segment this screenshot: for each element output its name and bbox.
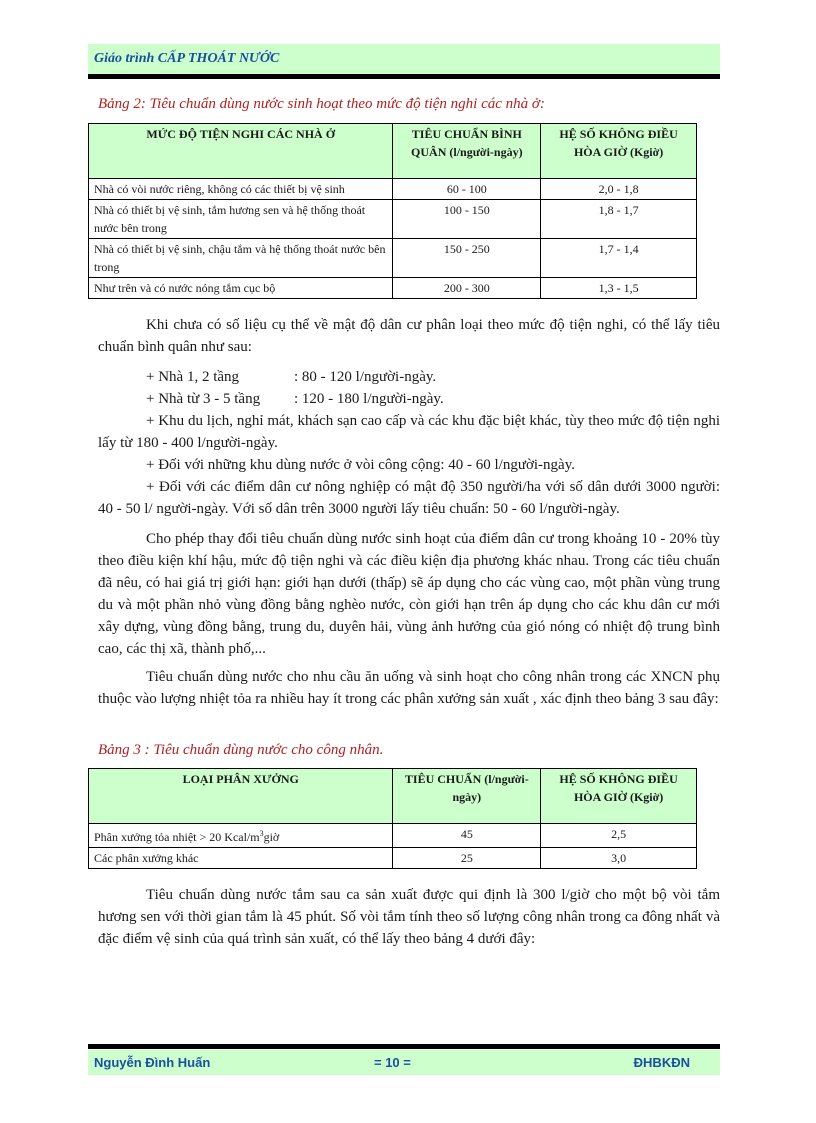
- table-cell: 150 - 250: [393, 239, 541, 278]
- list-item: [146, 366, 436, 388]
- list-item: + Đối với những khu dùng nước ở vòi công cộng: 40 - 60 l/người-ngày.: [146, 457, 575, 473]
- table2-header-cell: TIÊU CHUẨN BÌNH QUÂN (l/người-ngày): [393, 124, 541, 179]
- footer-org: ĐHBKĐN: [633, 1055, 690, 1070]
- table-cell: 1,8 - 1,7: [541, 200, 697, 239]
- table3: [88, 768, 697, 869]
- table-cell-text: Phân xưởng tỏa nhiệt > 20 Kcal/m: [94, 830, 260, 844]
- paragraph-workers: Tiêu chuẩn dùng nước cho nhu cầu ăn uống và sinh hoạt cho công nhân trong các XNCN phụ thuộc vào lượng nhiệt tỏa ra nhiều hay ít trong các phân xưởng sản xuất , xác định theo bảng 3 sau đây:: [98, 669, 720, 707]
- table-cell: Nhà có thiết bị vệ sinh, tắm hương sen và hệ thống thoát nước bên trong: [89, 200, 393, 239]
- header-divider: [88, 74, 720, 79]
- table3-header-cell: LOẠI PHÂN XƯỞNG: [89, 769, 393, 824]
- list-item-label: + Nhà từ 3 - 5 tầng: [146, 391, 261, 407]
- page-number: = 10 =: [374, 1055, 411, 1070]
- table-cell: 25: [393, 848, 541, 869]
- table-row: [89, 200, 697, 239]
- table2-header-cell: MỨC ĐỘ TIỆN NGHI CÁC NHÀ Ở: [89, 124, 393, 179]
- table-cell: Nhà có vòi nước riêng, không có các thiết bị vệ sinh: [89, 179, 393, 200]
- table-cell: Như trên và có nước nóng tắm cục bộ: [89, 278, 393, 299]
- table2: [88, 123, 697, 299]
- list-item: + Đối với các điểm dân cư nông nghiệp có mật độ 350 người/ha với số dân dưới 3000 người: 40 - 50 l/ người-ngày. Với số dân trên 3000 người lấy tiêu chuẩn: 50 - 60 l/người-ngày.: [98, 479, 720, 517]
- page-header: [88, 44, 720, 76]
- paragraph-variation: Cho phép thay đổi tiêu chuẩn dùng nước sinh hoạt của điểm dân cư trong khoảng 10 - 20% tùy theo điều kiện khí hậu, mức độ tiện nghi và các điều kiện địa phương khác nhau. Trong các tiêu chuẩn đã nêu, có hai giá trị giới hạn: giới hạn dưới (thấp) sẽ áp dụng cho các vùng cao, một phần vùng trung du và một phần nhỏ vùng đồng bằng nghèo nước, còn giới hạn trên áp dụng cho các khu dân cư mới xây dựng, vùng đồng bằng, trung du, duyên hải, vùng ảnh hưởng của gió nóng có nhiệt độ trung bình cao, các thị xã, thành phố,...: [98, 531, 720, 657]
- paragraph-showers: Tiêu chuẩn dùng nước tắm sau ca sản xuất được qui định là 300 l/giờ cho một bộ vòi tắm hương sen với thời gian tắm là 45 phút. Số vòi tắm tính theo số lượng công nhân trong ca đông nhất và đặc điểm vệ sinh của quá trình sản xuất, có thể lấy theo bảng 4 dưới đây:: [98, 887, 720, 947]
- list-item: [146, 388, 444, 410]
- table-cell: Nhà có thiết bị vệ sinh, chậu tắm và hệ thống thoát nước bên trong: [89, 239, 393, 278]
- table3-header-cell: HỆ SỐ KHÔNG ĐIỀU HÒA GIỜ (Kgiờ): [541, 769, 697, 824]
- table-cell-text: giờ: [263, 830, 280, 844]
- list-item-value: : 80 - 120 l/người-ngày.: [294, 369, 437, 385]
- table3-header-row: [89, 769, 697, 824]
- list-item-value: : 120 - 180 l/người-ngày.: [294, 391, 444, 407]
- table2-header-cell: HỆ SỐ KHÔNG ĐIỀU HÒA GIỜ (Kgiờ): [541, 124, 697, 179]
- header-title: Giáo trình CẤP THOÁT NƯỚC: [94, 51, 280, 66]
- table-row: [89, 824, 697, 848]
- table-row: [89, 278, 697, 299]
- page-footer: [88, 1050, 720, 1075]
- table-cell: 200 - 300: [393, 278, 541, 299]
- footer-author: Nguyễn Đình Huấn: [94, 1055, 211, 1070]
- table-cell: [89, 824, 393, 848]
- list-item-label: + Nhà 1, 2 tầng: [146, 369, 240, 385]
- table2-header-row: [89, 124, 697, 179]
- table-cell: 3,0: [541, 848, 697, 869]
- list-item: + Khu du lịch, nghỉ mát, khách sạn cao cấp và các khu đặc biệt khác, tùy theo mức độ tiện nghi lấy từ 180 - 400 l/người-ngày.: [98, 413, 720, 451]
- table-row: [89, 239, 697, 278]
- table-cell: Các phân xưởng khác: [89, 848, 393, 869]
- table-row: [89, 848, 697, 869]
- table-cell: 60 - 100: [393, 179, 541, 200]
- footer-divider: [88, 1044, 720, 1049]
- table-cell: 45: [393, 824, 541, 848]
- table-cell: 100 - 150: [393, 200, 541, 239]
- table-cell: 2,0 - 1,8: [541, 179, 697, 200]
- table-row: [89, 179, 697, 200]
- table2-caption: Bảng 2: Tiêu chuẩn dùng nước sinh hoạt theo mức độ tiện nghi các nhà ở:: [98, 96, 545, 112]
- paragraph-intro: Khi chưa có số liệu cụ thể về mật độ dân cư phân loại theo mức độ tiện nghi, có thể lấy tiêu chuẩn bình quân như sau:: [98, 317, 720, 355]
- table3-header-cell: TIÊU CHUẨN (l/người-ngày): [393, 769, 541, 824]
- table-cell: 2,5: [541, 824, 697, 848]
- table-cell: 1,3 - 1,5: [541, 278, 697, 299]
- table3-caption: Bảng 3 : Tiêu chuẩn dùng nước cho công nhân.: [98, 742, 384, 758]
- superscript: 3: [259, 829, 264, 838]
- table-cell: 1,7 - 1,4: [541, 239, 697, 278]
